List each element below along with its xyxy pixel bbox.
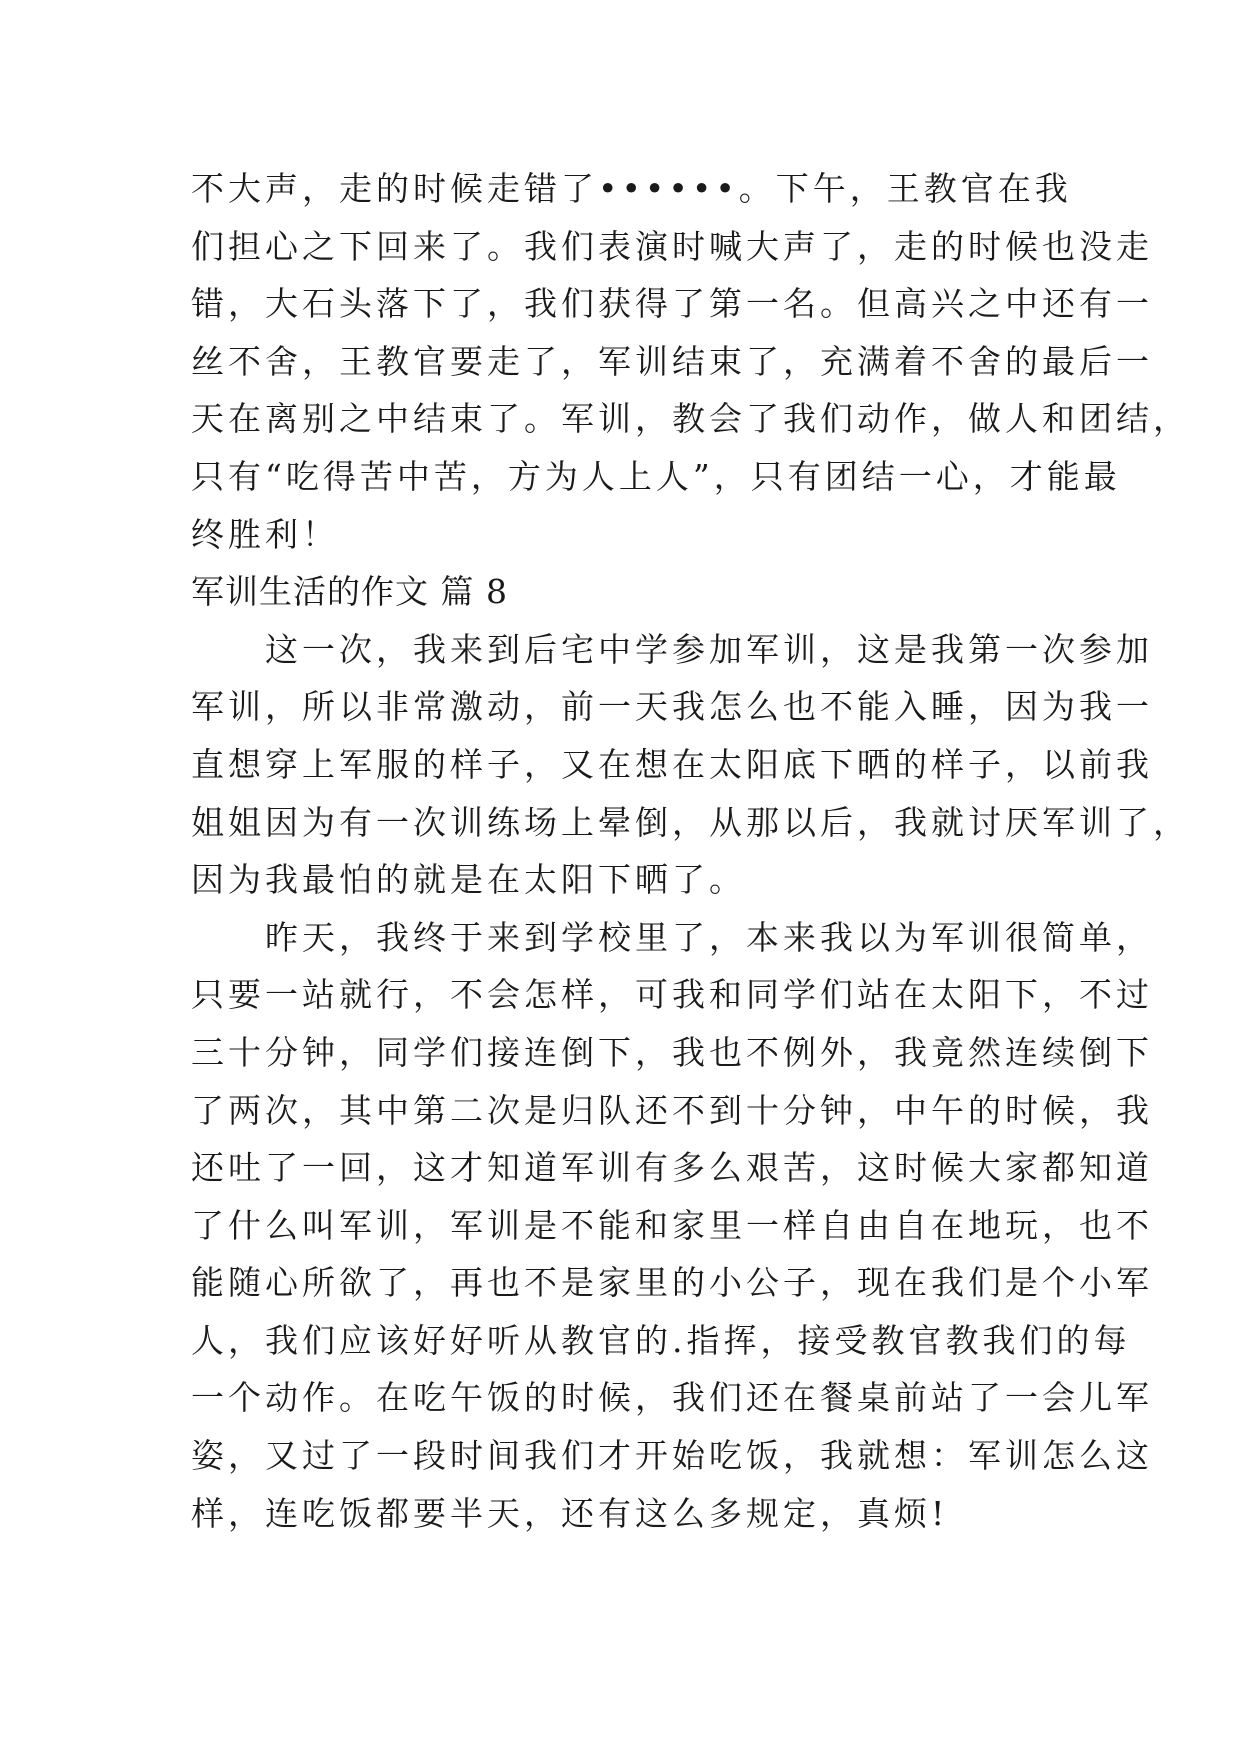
text-line: 军训，所以非常激动，前一天我怎么也不能入睡，因为我一 [191, 687, 1153, 727]
text-line: 三十分钟，同学们接连倒下，我也不例外，我竟然连续倒下 [191, 1032, 1153, 1072]
text-line: 直想穿上军服的样子，又在想在太阳底下晒的样子，以前我 [191, 744, 1153, 784]
text-line: 因为我最怕的就是在太阳下晒了。 [191, 860, 746, 900]
text-line: 样，连吃饭都要半天，还有这么多规定，真烦! [191, 1493, 949, 1533]
text-line: 能随心所欲了，再也不是家里的小公子，现在我们是个小军 [191, 1263, 1153, 1303]
text-line: 不大声，走的时候走错了••••••。下午，王教官在我 [191, 169, 1072, 208]
text-line: 姿，又过了一段时间我们才开始吃饭，我就想：军训怎么这 [191, 1436, 1153, 1476]
document-body [191, 160, 1190, 1542]
text-line: 还吐了一回，这才知道军训有多么艰苦，这时候大家都知道 [191, 1148, 1153, 1188]
text-line: 天在离别之中结束了。军训，教会了我们动作，做人和团结， [191, 399, 1190, 439]
text-line: 了什么叫军训，军训是不能和家里一样自由自在地玩，也不 [191, 1205, 1153, 1245]
text-line: 姐姐因为有一次训练场上晕倒，从那以后，我就讨厌军训了， [191, 802, 1190, 842]
section-heading: 军训生活的作文 篇 8 [191, 572, 508, 612]
text-line: 只要一站就行，不会怎样，可我和同学们站在太阳下，不过 [191, 975, 1153, 1015]
text-line: 终胜利！ [191, 514, 339, 554]
text-line: 们担心之下回来了。我们表演时喊大声了，走的时候也没走 [191, 226, 1153, 266]
text-line: 人，我们应该好好听从教官的.指挥，接受教官教我们的每 [191, 1320, 1131, 1360]
text-line: 昨天，我终于来到学校里了，本来我以为军训很简单， [191, 917, 1153, 957]
text-line: 错，大石头落下了，我们获得了第一名。但高兴之中还有一 [191, 284, 1153, 324]
text-line: 一个动作。在吃午饭的时候，我们还在餐桌前站了一会儿军 [191, 1378, 1153, 1418]
text-line: 丝不舍，王教官要走了，军训结束了，充满着不舍的最后一 [191, 341, 1153, 381]
text-line: 了两次，其中第二次是归队还不到十分钟，中午的时候，我 [191, 1090, 1153, 1130]
text-line: 只有“吃得苦中苦，方为人上人”，只有团结一心，才能最 [191, 456, 1121, 496]
text-line: 这一次，我来到后宅中学参加军训，这是我第一次参加 [191, 629, 1153, 669]
